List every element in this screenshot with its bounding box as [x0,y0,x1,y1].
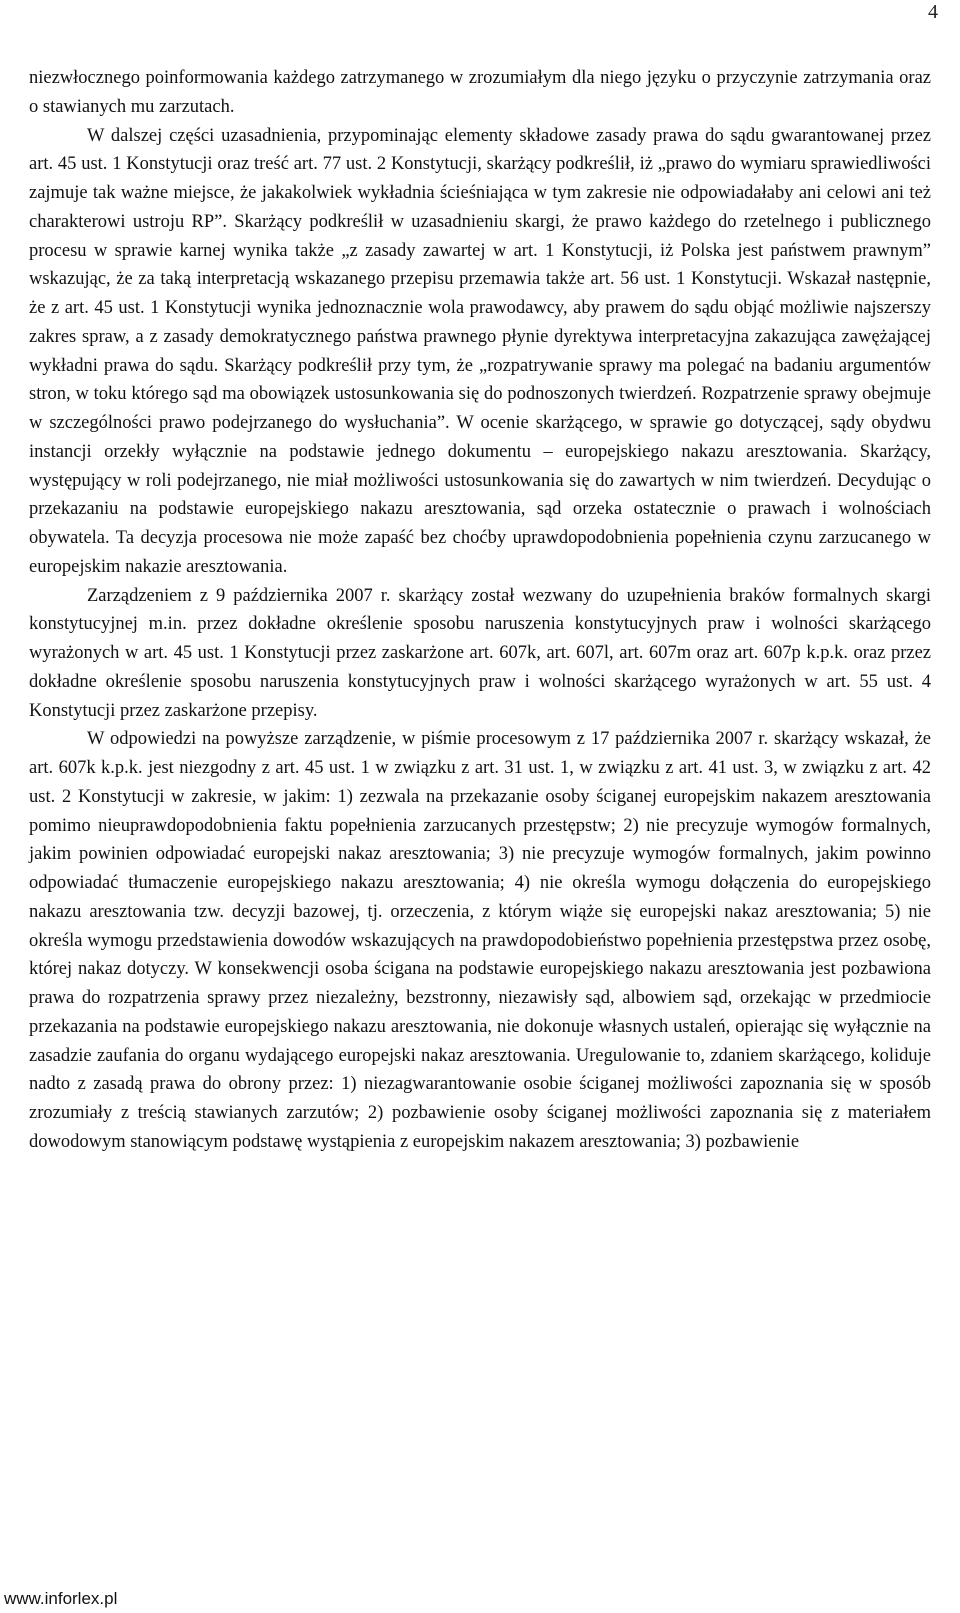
paragraph: Zarządzeniem z 9 października 2007 r. skarżący został wezwany do uzupełnienia braków formalnych skargi konstytucyjnej m.in. przez dokładne określenie sposobu naruszenia konstytucyjnych praw i wolności skarżącego wyrażonych w art. 45 ust. 1 Konstytucji przez zaskarżone art. 607k, art. 607l, art. 607m oraz art. 607p k.p.k. oraz przez dokładne określenie sposobu naruszenia konstytucyjnych praw i wolności skarżącego wyrażonych w art. 55 ust. 4 Konstytucji przez zaskarżone przepisy. [29,585,931,721]
document-body [29,64,931,1157]
footer-url: www.inforlex.pl [4,1589,118,1608]
paragraph: W odpowiedzi na powyższe zarządzenie, w piśmie procesowym z 17 października 2007 r. skarżący wskazał, że art. 607k k.p.k. jest niezgodny z art. 45 ust. 1 w związku z art. 31 ust. 1, w związku z art. 41 ust. 3, w związku z art. 42 ust. 2 Konstytucji w zakresie, w jakim: 1) zezwala na przekazanie osoby ściganej europejskim nakazem aresztowania pomimo nieuprawdopodobnienia faktu popełnienia zarzucanych przestępstw; 2) nie precyzuje wymogów formalnych, jakim powinien odpowiadać europejski nakaz aresztowania; 3) nie precyzuje wymogów formalnych, jakim powinno odpowiadać tłumaczenie europejskiego nakazu aresztowania; 4) nie określa wymogu dołączenia do europejskiego nakazu aresztowania tzw. decyzji bazowej, tj. orzeczenia, z którym wiąże się europejski nakaz aresztowania; 5) nie określa wymogu przedstawienia dowodów wskazujących na prawdopodobieństwo popełnienia przestępstwa przez osobę, której nakaz dotyczy. W konsekwencji osoba ścigana na podstawie europejskiego nakazu aresztowania jest pozbawiona prawa do rozpatrzenia sprawy przez niezależny, bezstronny, niezawisły sąd, albowiem sąd, orzekając w przedmiocie przekazania na podstawie europejskiego nakazu aresztowania, nie dokonuje własnych ustaleń, opierając się wyłącznie na zasadzie zaufania do organu wydającego europejski nakaz aresztowania. Uregulowanie to, zdaniem skarżącego, koliduje nadto z zasadą prawa do obrony przez: 1) niezagwarantowanie osobie ściganej możliwości zapoznania się w sposób zrozumiały z treścią stawianych zarzutów; 2) pozbawienie osoby ściganej możliwości zapoznania się z materiałem dowodowym stanowiącym podstawę wystąpienia z europejskim nakazem aresztowania; 3) pozbawienie [29,729,931,1152]
paragraph: niezwłocznego poinformowania każdego zatrzymanego w zrozumiałym dla niego języku o przyczynie zatrzymania oraz o stawianych mu zarzutach. [29,68,931,117]
paragraph: W dalszej części uzasadnienia, przypominając elementy składowe zasady prawa do sądu gwarantowanej przez art. 45 ust. 1 Konstytucji oraz treść art. 77 ust. 2 Konstytucji, skarżący podkreślił, iż „prawo do wymiaru sprawiedliwości zajmuje tak ważne miejsce, że jakakolwiek wykładnia ścieśniająca w tym zakresie nie odpowiadałaby ani celowi ani też charakterowi ustroju RP”. Skarżący podkreślił w uzasadnieniu skargi, że prawo każdego do rzetelnego i publicznego procesu w sprawie karnej wynika także „z zasady zawartej w art. 1 Konstytucji, iż Polska jest państwem prawnym” wskazując, że za taką interpretacją wskazanego przepisu przemawia także art. 56 ust. 1 Konstytucji. Wskazał następnie, że z art. 45 ust. 1 Konstytucji wynika jednoznacznie wola prawodawcy, aby prawem do sądu objąć możliwie najszerszy zakres spraw, a z zasady demokratycznego państwa prawnego płynie dyrektywa interpretacyjna zakazująca zawężającej wykładni prawa do sądu. Skarżący podkreślił przy tym, że „rozpatrywanie sprawy ma polegać na badaniu argumentów stron, w toku którego sąd ma obowiązek ustosunkowania się do podnoszonych twierdzeń. Rozpatrzenie sprawy obejmuje w szczególności prawo podejrzanego do wysłuchania”. W ocenie skarżącego, w sprawie go dotyczącej, sądy obydwu instancji orzekły wyłącznie na podstawie jednego dokumentu – europejskiego nakazu aresztowania. Skarżący, występujący w roli podejrzanego, nie miał możliwości ustosunkowania się do zawartych w nim twierdzeń. Decydując o przekazaniu na podstawie europejskiego nakazu aresztowania, sąd orzeka ostatecznie o prawach i wolnościach obywatela. Ta decyzja procesowa nie może zapaść bez choćby uprawdopodobnienia popełnienia czynu zarzucanego w europejskim nakazie aresztowania. [29,125,931,577]
page-number: 4 [928,1,938,23]
